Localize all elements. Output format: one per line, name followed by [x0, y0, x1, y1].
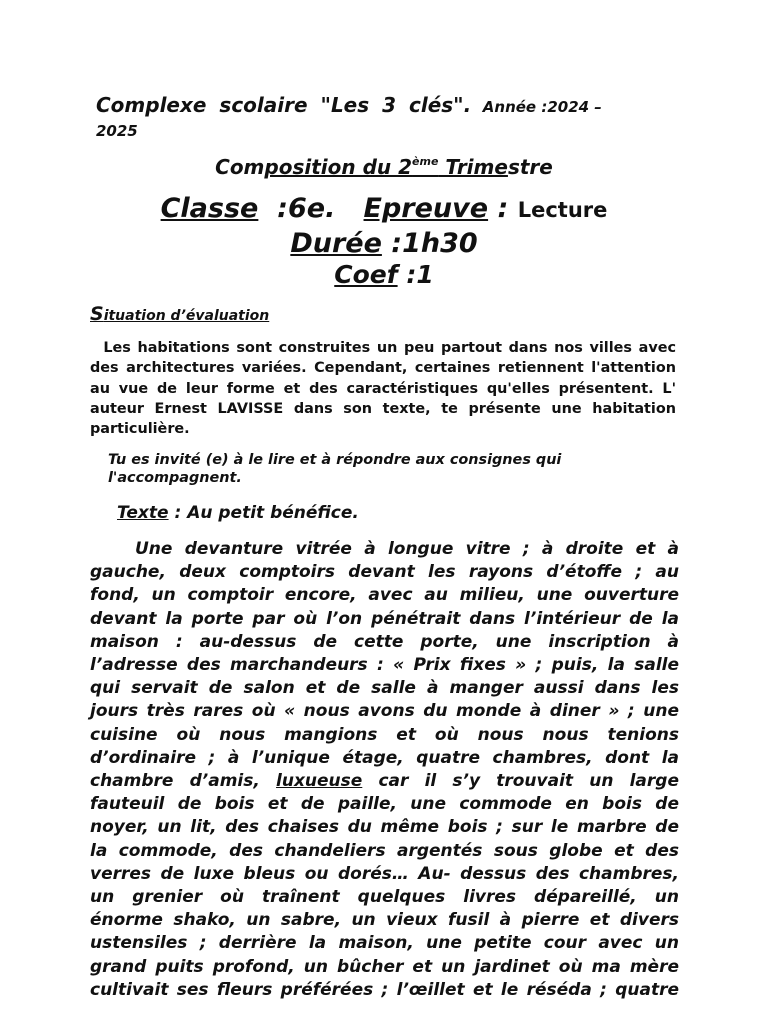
body-line: fond, un comptoir encore, avec au milieu, une ouverture — [90, 585, 679, 606]
epreuve-label: Epreuve — [363, 193, 489, 224]
intro-paragraph: Les habitations sont construites un peu partout dans nos villes avec des architectures variées. Cependant, certaines retiennent l'attention au vue de leur forme et des caractéristiques qu'elles présentent. L' auteur Ernest LAVISSE dans son texte, te présente une habitation particulière. — [90, 340, 682, 438]
coef-label: Coef — [334, 260, 398, 289]
composition-under-text: position du 2 — [264, 155, 413, 179]
classe-line — [0, 192, 768, 227]
luxueuse-word: luxueuse — [276, 771, 363, 792]
composition-post: Trime — [438, 155, 508, 179]
composition-title — [0, 155, 768, 179]
duree-label: Durée — [290, 228, 382, 259]
school-header — [96, 94, 666, 143]
body-line-part: chambre d’amis, — [90, 771, 277, 792]
body-line: gauche, deux comptoirs devant les rayons d’étoffe ; au — [90, 562, 679, 583]
body-line-luxueuse — [90, 770, 679, 793]
situation-rest: ituation d’évaluation — [103, 308, 270, 324]
body-line: devant la porte par où l’on pénétrait dans l’intérieur de la — [90, 608, 679, 629]
body-line-part-rest: car il s’y trouvait un large — [362, 771, 679, 792]
school-year: Année :2024 – — [482, 98, 602, 116]
body-line: fauteuil de bois et de paille, une commode en bois de — [90, 794, 679, 815]
body-line: verres de luxe bleus ou dorés… Au- dessus des chambres, — [90, 863, 679, 884]
composition-sup: ème — [412, 155, 439, 168]
body-line: énorme shako, un sabre, un vieux fusil à pierre et divers — [90, 910, 679, 931]
coef-line — [0, 260, 768, 289]
body-line: un grenier où traînent quelques livres dépareillé, un — [90, 887, 679, 908]
epreuve-value: Lecture — [517, 198, 608, 222]
body-line: cultivait ses fleurs préférées ; l’œillet et le réséda ; quatre — [90, 979, 679, 1000]
texte-name: : Au petit bénéfice. — [168, 503, 359, 523]
body-line: ustensiles ; derrière la maison, une petite cour avec un — [90, 933, 679, 954]
school-name: Complexe scolaire "Les 3 clés". — [96, 93, 472, 117]
composition-end: stre — [507, 155, 553, 179]
duree-value: :1h30 — [391, 228, 478, 259]
epreuve-sep: : — [497, 193, 509, 224]
body-line: noyer, un lit, des chaises du même bois ; sur le marbre de — [90, 817, 679, 838]
duree-line — [0, 228, 768, 259]
classe-value: :6e. — [277, 193, 336, 224]
body-line: cuisine où nous mangions et où nous nous tenions — [90, 724, 679, 745]
body-line: maison : au-dessus de cette porte, une inscription à — [90, 631, 679, 652]
body-line: d’ordinaire ; à l’unique étage, quatre chambres, dont la — [90, 747, 679, 768]
text-body — [90, 538, 679, 1002]
composition-underlined — [264, 155, 508, 179]
body-line: qui servait de salon et de salle à manger aussi dans les — [90, 678, 679, 699]
body-line: la commode, des chandeliers argentés sous globe et des — [90, 840, 679, 861]
instruction-text: Tu es invité (e) à le lire et à répondre aux consignes qui l'accompagnent. — [108, 452, 562, 486]
texte-title — [117, 503, 359, 523]
body-line: grand puits profond, un bûcher et un jardinet où ma mère — [90, 956, 679, 977]
composition-pre: Com — [215, 155, 265, 179]
situation-first-letter: S — [90, 303, 104, 325]
situation-heading — [90, 303, 269, 325]
body-line: Une devanture vitrée à longue vitre ; à droite et à — [135, 539, 679, 559]
school-year-end: 2025 — [96, 122, 138, 140]
coef-value: :1 — [406, 260, 434, 289]
body-line: jours très rares où « nous avons du monde à diner » ; une — [90, 701, 679, 722]
classe-label: Classe — [160, 193, 259, 224]
texte-label: Texte — [117, 503, 169, 523]
body-line: l’adresse des marchandeurs : « Prix fixes » ; puis, la salle — [90, 655, 679, 676]
